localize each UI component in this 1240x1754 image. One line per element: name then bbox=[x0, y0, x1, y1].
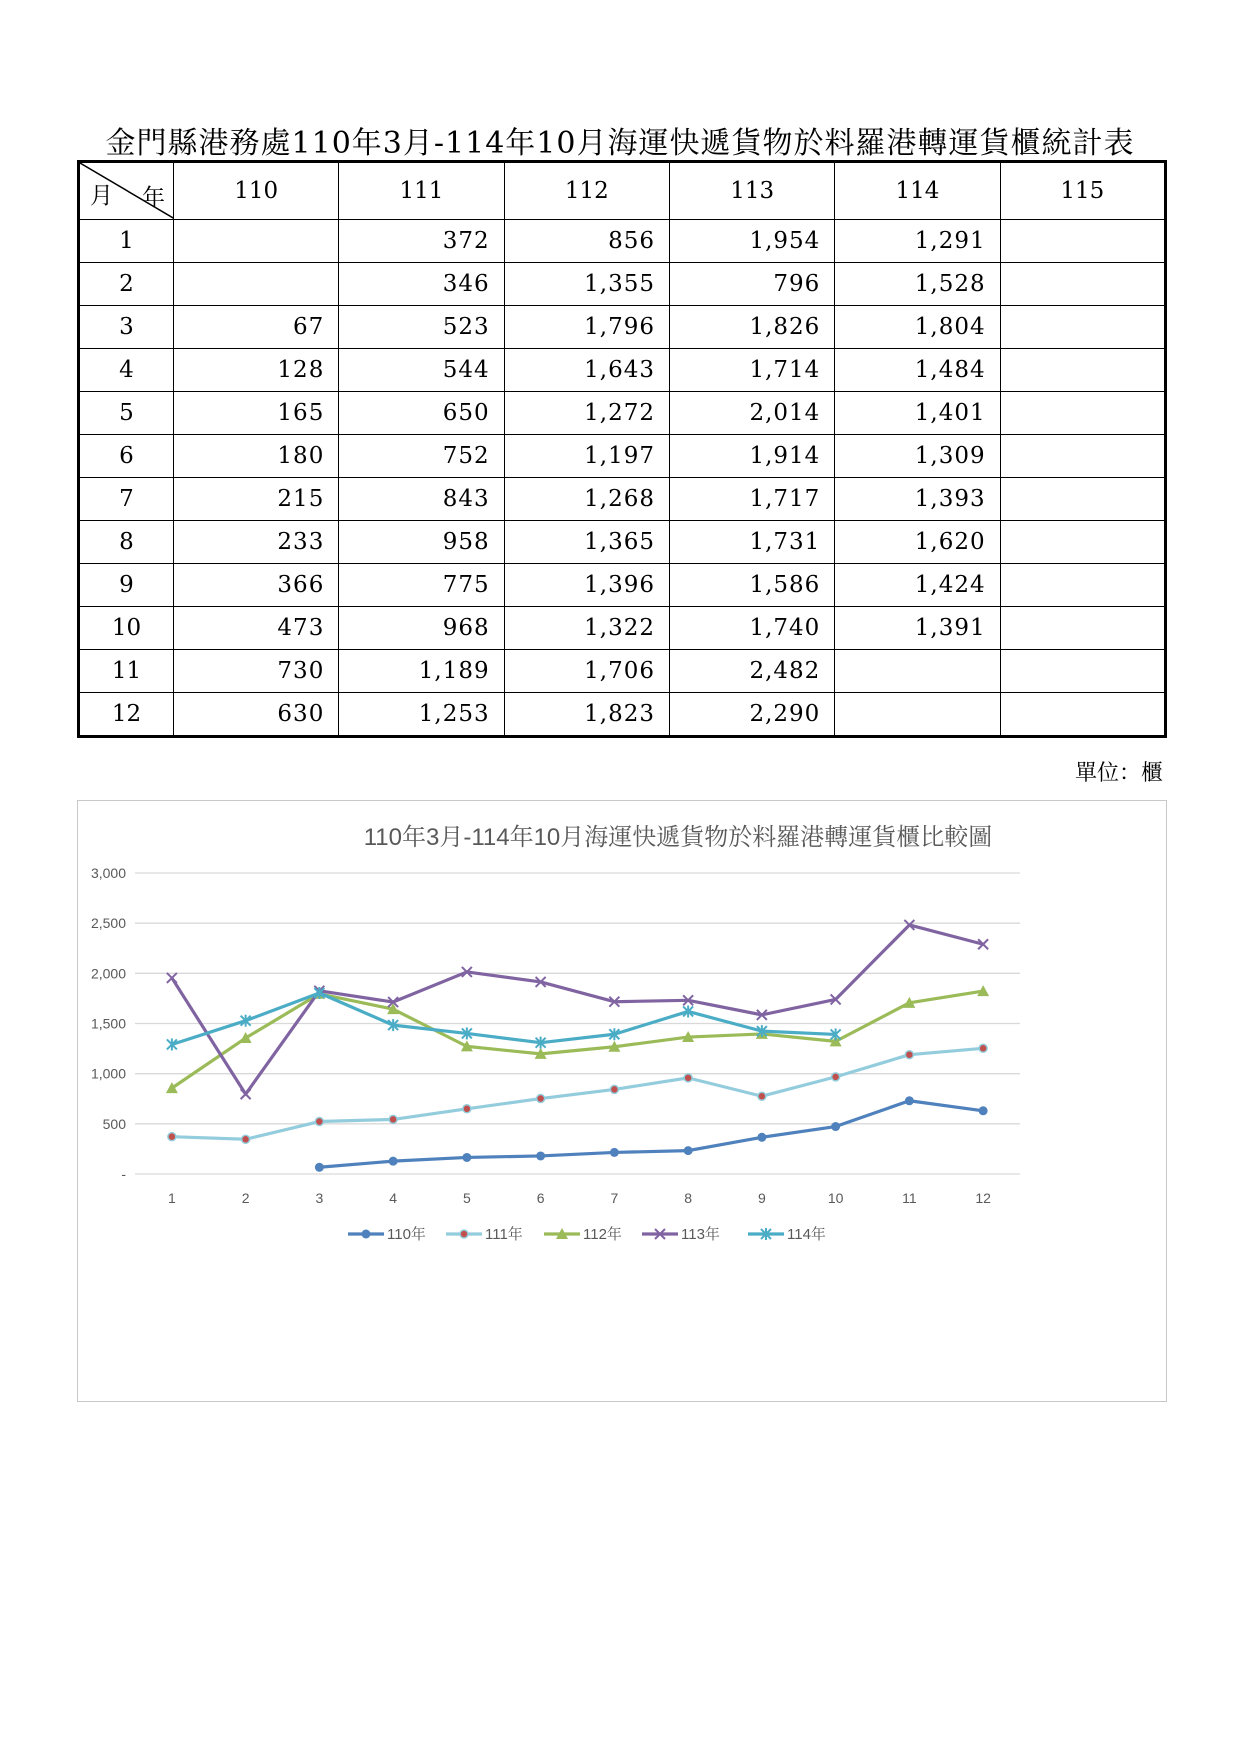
x-tick-label: 8 bbox=[684, 1190, 693, 1206]
value-cell: 1,717 bbox=[669, 478, 834, 521]
legend-item bbox=[642, 1225, 720, 1243]
value-cell bbox=[1000, 564, 1165, 607]
data-point bbox=[757, 1133, 766, 1142]
value-cell: 128 bbox=[174, 349, 339, 392]
unit-label: 單位：櫃 bbox=[1074, 761, 1163, 786]
table-row bbox=[79, 306, 1166, 349]
data-point bbox=[389, 1115, 397, 1123]
data-point bbox=[460, 1230, 468, 1238]
legend-label: 112年 bbox=[583, 1226, 622, 1243]
y-tick-label: - bbox=[121, 1166, 126, 1182]
legend-item bbox=[748, 1225, 826, 1243]
chart-series bbox=[166, 920, 989, 1172]
value-cell: 1,424 bbox=[835, 564, 1000, 607]
legend-label: 113年 bbox=[681, 1226, 720, 1243]
x-tick-label: 2 bbox=[241, 1190, 250, 1206]
value-cell bbox=[1000, 349, 1165, 392]
line-chart bbox=[77, 800, 1167, 1402]
year-header: 111 bbox=[339, 162, 504, 220]
year-header: 113 bbox=[669, 162, 834, 220]
value-cell: 1,954 bbox=[669, 220, 834, 263]
y-axis bbox=[91, 865, 126, 1182]
value-cell: 1,731 bbox=[669, 521, 834, 564]
legend-label: 110年 bbox=[387, 1226, 426, 1243]
value-cell: 1,365 bbox=[504, 521, 669, 564]
x-tick-label: 9 bbox=[757, 1190, 766, 1206]
value-cell: 523 bbox=[339, 306, 504, 349]
x-tick-label: 4 bbox=[389, 1190, 398, 1206]
table-row bbox=[79, 478, 1166, 521]
value-cell: 1,484 bbox=[835, 349, 1000, 392]
value-cell bbox=[174, 220, 339, 263]
value-cell bbox=[835, 693, 1000, 737]
chart-legend bbox=[348, 1225, 826, 1243]
y-tick-label: 3,000 bbox=[90, 865, 126, 881]
statistics-table bbox=[77, 160, 1167, 738]
value-cell: 1,620 bbox=[835, 521, 1000, 564]
table-row bbox=[79, 607, 1166, 650]
value-cell: 1,253 bbox=[339, 693, 504, 737]
value-cell: 544 bbox=[339, 349, 504, 392]
table-row bbox=[79, 521, 1166, 564]
table-row bbox=[79, 650, 1166, 693]
data-point bbox=[167, 973, 177, 983]
value-cell: 1,586 bbox=[669, 564, 834, 607]
value-cell bbox=[1000, 607, 1165, 650]
data-point bbox=[537, 1095, 545, 1103]
year-header: 112 bbox=[504, 162, 669, 220]
month-cell: 2 bbox=[79, 263, 174, 306]
data-point bbox=[462, 1153, 471, 1162]
legend-item bbox=[348, 1225, 426, 1243]
value-cell: 1,322 bbox=[504, 607, 669, 650]
value-cell: 630 bbox=[174, 693, 339, 737]
value-cell bbox=[1000, 693, 1165, 737]
value-cell: 843 bbox=[339, 478, 504, 521]
value-cell: 1,391 bbox=[835, 607, 1000, 650]
value-cell: 1,714 bbox=[669, 349, 834, 392]
value-cell: 233 bbox=[174, 521, 339, 564]
series-line bbox=[319, 1101, 983, 1168]
month-cell: 6 bbox=[79, 435, 174, 478]
legend-label: 114年 bbox=[787, 1226, 826, 1243]
month-cell: 3 bbox=[79, 306, 174, 349]
chart-title: 110年3月-114年10月海運快遞貨物於料羅港轉運貨櫃比較圖 bbox=[363, 824, 993, 851]
value-cell: 372 bbox=[339, 220, 504, 263]
legend-item bbox=[446, 1225, 523, 1243]
value-cell bbox=[1000, 435, 1165, 478]
table-row bbox=[79, 220, 1166, 263]
data-point bbox=[905, 1096, 914, 1105]
month-cell: 1 bbox=[79, 220, 174, 263]
value-cell: 1,528 bbox=[835, 263, 1000, 306]
value-cell: 1,291 bbox=[835, 220, 1000, 263]
data-point bbox=[315, 1163, 324, 1172]
x-tick-label: 7 bbox=[610, 1190, 619, 1206]
table-row bbox=[79, 435, 1166, 478]
value-cell bbox=[1000, 392, 1165, 435]
legend-label: 111年 bbox=[485, 1226, 523, 1243]
value-cell: 1,189 bbox=[339, 650, 504, 693]
value-cell: 473 bbox=[174, 607, 339, 650]
table-body bbox=[79, 220, 1166, 737]
corner-year-label: 年 bbox=[142, 185, 165, 211]
data-point bbox=[463, 1105, 471, 1113]
x-tick-label: 12 bbox=[975, 1190, 991, 1206]
value-cell: 2,014 bbox=[669, 392, 834, 435]
value-cell: 650 bbox=[339, 392, 504, 435]
value-cell: 1,272 bbox=[504, 392, 669, 435]
page-title: 金門縣港務處110年3月-114年10月海運快遞貨物於料羅港轉運貨櫃統計表 bbox=[105, 126, 1135, 161]
month-cell: 12 bbox=[79, 693, 174, 737]
value-cell: 1,643 bbox=[504, 349, 669, 392]
data-point bbox=[389, 1157, 398, 1166]
year-header: 110 bbox=[174, 162, 339, 220]
data-point bbox=[610, 1085, 618, 1093]
value-cell bbox=[1000, 521, 1165, 564]
x-axis bbox=[168, 1190, 991, 1206]
data-point bbox=[684, 1146, 693, 1155]
value-cell: 2,482 bbox=[669, 650, 834, 693]
x-tick-label: 6 bbox=[536, 1190, 545, 1206]
data-point bbox=[684, 1074, 692, 1082]
chart-svg bbox=[78, 801, 1166, 1401]
month-cell: 9 bbox=[79, 564, 174, 607]
data-point bbox=[905, 1051, 913, 1059]
data-point bbox=[362, 1230, 371, 1239]
value-cell: 796 bbox=[669, 263, 834, 306]
data-point bbox=[831, 1122, 840, 1131]
value-cell: 958 bbox=[339, 521, 504, 564]
value-cell bbox=[1000, 220, 1165, 263]
x-tick-label: 10 bbox=[827, 1190, 844, 1206]
value-cell: 1,914 bbox=[669, 435, 834, 478]
value-cell bbox=[174, 263, 339, 306]
value-cell: 366 bbox=[174, 564, 339, 607]
year-header: 114 bbox=[835, 162, 1000, 220]
value-cell: 1,393 bbox=[835, 478, 1000, 521]
table-row bbox=[79, 564, 1166, 607]
value-cell: 775 bbox=[339, 564, 504, 607]
series-110年 bbox=[315, 1096, 988, 1172]
corner-header-cell bbox=[79, 162, 174, 220]
value-cell: 165 bbox=[174, 392, 339, 435]
month-cell: 5 bbox=[79, 392, 174, 435]
table-header-row bbox=[79, 162, 1166, 220]
y-tick-label: 2,500 bbox=[90, 915, 126, 932]
data-point bbox=[168, 1133, 176, 1141]
value-cell: 968 bbox=[339, 607, 504, 650]
x-tick-label: 3 bbox=[315, 1190, 324, 1206]
value-cell: 1,804 bbox=[835, 306, 1000, 349]
y-tick-label: 1,000 bbox=[90, 1065, 126, 1082]
data-point bbox=[758, 1092, 766, 1100]
value-cell: 1,823 bbox=[504, 693, 669, 737]
value-cell: 1,355 bbox=[504, 263, 669, 306]
month-cell: 4 bbox=[79, 349, 174, 392]
data-point bbox=[979, 1044, 987, 1052]
value-cell bbox=[835, 650, 1000, 693]
value-cell: 1,796 bbox=[504, 306, 669, 349]
value-cell: 730 bbox=[174, 650, 339, 693]
table-row bbox=[79, 392, 1166, 435]
month-cell: 11 bbox=[79, 650, 174, 693]
month-cell: 10 bbox=[79, 607, 174, 650]
value-cell: 67 bbox=[174, 306, 339, 349]
value-cell: 346 bbox=[339, 263, 504, 306]
value-cell: 1,826 bbox=[669, 306, 834, 349]
value-cell: 856 bbox=[504, 220, 669, 263]
value-cell bbox=[1000, 650, 1165, 693]
month-cell: 8 bbox=[79, 521, 174, 564]
y-tick-label: 2,000 bbox=[90, 965, 126, 982]
table-row bbox=[79, 349, 1166, 392]
data-point bbox=[979, 1106, 988, 1115]
data-point bbox=[610, 1148, 619, 1157]
series-114年 bbox=[167, 987, 841, 1050]
data-point bbox=[315, 1118, 323, 1126]
data-point bbox=[241, 1089, 251, 1099]
value-cell: 1,706 bbox=[504, 650, 669, 693]
y-tick-label: 500 bbox=[102, 1115, 126, 1132]
value-cell: 2,290 bbox=[669, 693, 834, 737]
data-point bbox=[832, 1073, 840, 1081]
series-111年 bbox=[168, 1044, 987, 1143]
month-cell: 7 bbox=[79, 478, 174, 521]
value-cell: 1,740 bbox=[669, 607, 834, 650]
value-cell: 1,309 bbox=[835, 435, 1000, 478]
value-cell bbox=[1000, 263, 1165, 306]
value-cell bbox=[1000, 478, 1165, 521]
data-point bbox=[536, 1151, 545, 1160]
value-cell: 752 bbox=[339, 435, 504, 478]
x-tick-label: 1 bbox=[167, 1190, 176, 1206]
table-row bbox=[79, 693, 1166, 737]
value-cell: 1,197 bbox=[504, 435, 669, 478]
series-line bbox=[172, 993, 836, 1044]
value-cell: 1,401 bbox=[835, 392, 1000, 435]
value-cell: 1,268 bbox=[504, 478, 669, 521]
value-cell bbox=[1000, 306, 1165, 349]
corner-month-label: 月 bbox=[90, 183, 113, 209]
legend-item bbox=[544, 1225, 622, 1243]
data-point bbox=[242, 1135, 250, 1143]
year-header: 115 bbox=[1000, 162, 1165, 220]
x-tick-label: 5 bbox=[462, 1190, 471, 1206]
table-row bbox=[79, 263, 1166, 306]
y-tick-label: 1,500 bbox=[90, 1015, 126, 1032]
value-cell: 215 bbox=[174, 478, 339, 521]
value-cell: 1,396 bbox=[504, 564, 669, 607]
series-line bbox=[172, 1048, 983, 1139]
x-tick-label: 11 bbox=[902, 1190, 917, 1206]
value-cell: 180 bbox=[174, 435, 339, 478]
